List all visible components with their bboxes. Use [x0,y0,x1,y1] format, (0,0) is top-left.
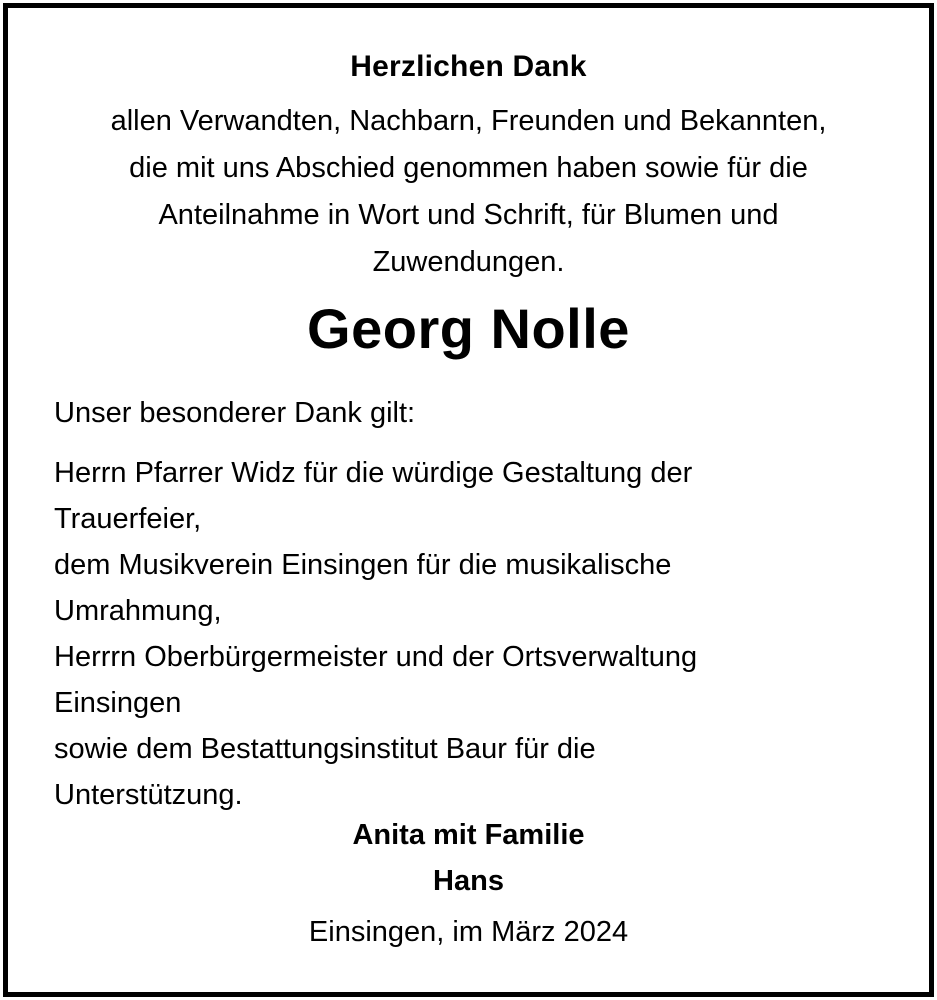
signature-name: Hans [433,865,504,897]
thanks-line: Unterstützung. [54,779,243,811]
thanks-line: Einsingen [54,687,182,719]
intro-paragraph [40,98,897,286]
special-thanks-intro: Unser besonderer Dank gilt: [54,397,416,429]
place-and-date: Einsingen, im März 2024 [308,916,629,948]
thanks-line: Herrn Pfarrer Widz für die würdige Gestaltung der [54,457,693,489]
thanks-line: Herrrn Oberbürgermeister und der Ortsverwaltung [54,641,698,673]
thanks-line: sowie dem Bestattungsinstitut Baur für die [54,733,596,765]
intro-line: allen Verwandten, Nachbarn, Freunden und Bekannten, [110,105,827,137]
thanks-line: Umrahmung, [54,595,222,627]
deceased-name: Georg Nolle [307,297,630,360]
intro-line: Zuwendungen. [372,246,565,278]
intro-line: Anteilnahme in Wort und Schrift, für Blumen und [158,199,779,231]
thanks-line: dem Musikverein Einsingen für die musikalische [54,549,672,581]
signature-family: Anita mit Familie [352,819,585,851]
special-thanks-list [54,450,697,818]
intro-line: die mit uns Abschied genommen haben sowie für die [129,152,808,184]
thanks-line: Trauerfeier, [54,503,202,535]
notice-heading: Herzlichen Dank [350,50,587,83]
